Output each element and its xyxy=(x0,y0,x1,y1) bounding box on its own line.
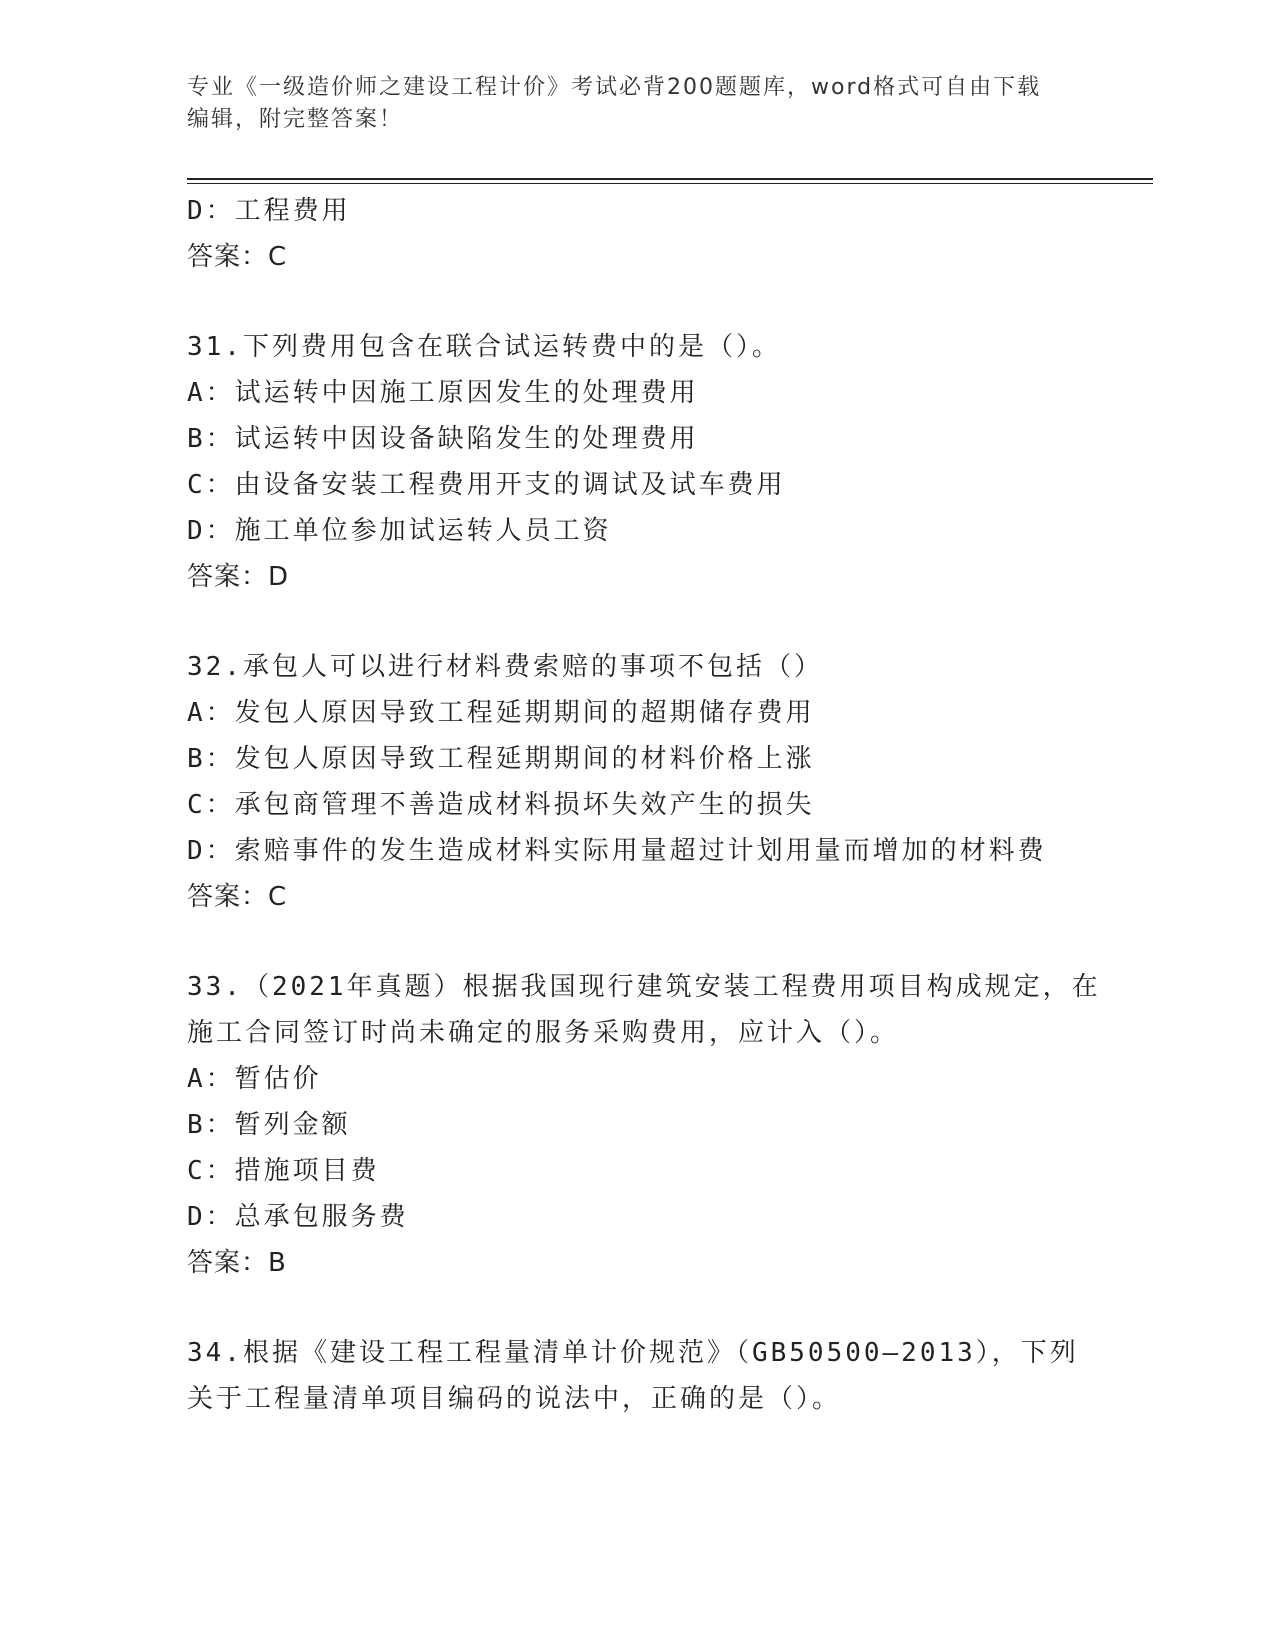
question-33-option-d: D：总承包服务费 xyxy=(187,1202,409,1232)
prev-answer: 答案：C xyxy=(187,242,288,272)
question-33-answer: 答案：B xyxy=(187,1248,287,1278)
question-33-option-a: A：暂估价 xyxy=(187,1064,322,1094)
question-34 xyxy=(187,1330,1147,1422)
question-33-stem-line-2: 施工合同签订时尚未确定的服务采购费用，应计入（）。 xyxy=(187,1018,900,1048)
question-32-option-d: D：索赔事件的发生造成材料实际用量超过计划用量而增加的材料费 xyxy=(187,836,1047,866)
question-33-option-b: B：暂列金额 xyxy=(187,1110,351,1140)
question-31 xyxy=(187,324,1147,600)
question-33-option-c: C：措施项目费 xyxy=(187,1156,380,1186)
question-32-option-a: A：发包人原因导致工程延期期间的超期储存费用 xyxy=(187,698,815,728)
question-34-stem-line-1: 34.根据《建设工程工程量清单计价规范》（GB50500—2013），下列 xyxy=(187,1338,1079,1368)
question-31-option-c: C：由设备安装工程费用开支的调试及试车费用 xyxy=(187,470,786,500)
question-32-answer: 答案：C xyxy=(187,882,288,912)
header-divider-thick xyxy=(187,178,1153,180)
question-31-option-b: B：试运转中因设备缺陷发生的处理费用 xyxy=(187,424,699,454)
header-divider-thin xyxy=(187,183,1153,184)
question-list xyxy=(187,188,1147,1422)
question-31-answer: 答案：D xyxy=(187,562,290,592)
question-31-option-d: D：施工单位参加试运转人员工资 xyxy=(187,516,612,546)
question-31-stem: 31.下列费用包含在联合试运转费中的是（）。 xyxy=(187,332,781,362)
prev-option-d: D：工程费用 xyxy=(187,196,351,226)
question-33 xyxy=(187,964,1147,1286)
question-34-stem-line-2: 关于工程量清单项目编码的说法中，正确的是（）。 xyxy=(187,1384,842,1414)
question-31-option-a: A：试运转中因施工原因发生的处理费用 xyxy=(187,378,699,408)
question-32-stem: 32.承包人可以进行材料费索赔的事项不包括（） xyxy=(187,652,823,682)
question-32 xyxy=(187,644,1147,920)
header-line-2: 编辑，附完整答案！ xyxy=(187,107,404,132)
header-line-1: 专业《一级造价师之建设工程计价》考试必背200题题库，word格式可自由下载 xyxy=(187,75,1042,100)
question-32-option-b: B：发包人原因导致工程延期期间的材料价格上涨 xyxy=(187,744,815,774)
question-33-stem-line-1: 33.（2021年真题）根据我国现行建筑安装工程费用项目构成规定，在 xyxy=(187,972,1101,1002)
page-header xyxy=(187,72,1087,136)
question-32-option-c: C：承包商管理不善造成材料损坏失效产生的损失 xyxy=(187,790,815,820)
